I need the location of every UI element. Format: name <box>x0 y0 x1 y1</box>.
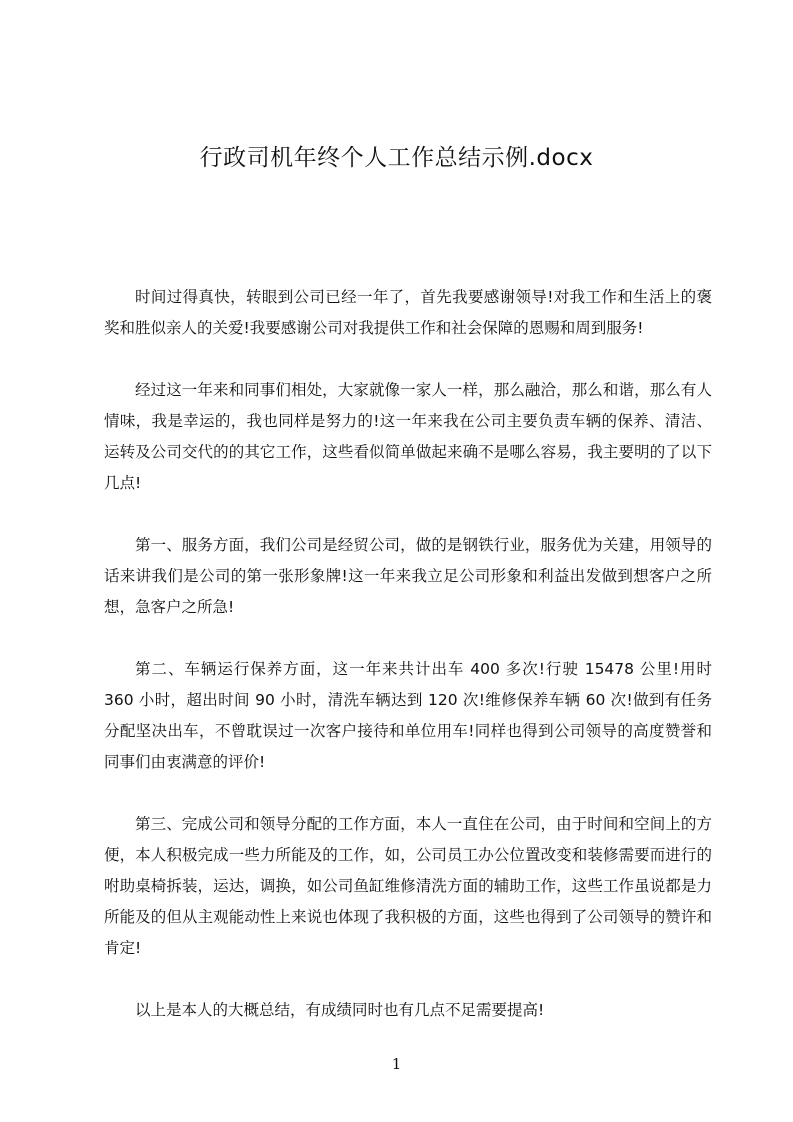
paragraph-conclusion: 以上是本人的大概总结，有成绩同时也有几点不足需要提高! <box>135 1001 545 1019</box>
paragraph-vehicle: 第二、车辆运行保养方面，这一年来共计出车 400 多次!行驶 15478 公里!用时 360 小时，超出时间 90 小时，清洗车辆达到 120 次!维修保养车辆 60 次!做到有任务分配坚决出车，不曾耽误过一次客户接待和单位用车!同样也得到公司领导的高度赞誉和同事们由衷满意的评价! <box>104 660 712 771</box>
paragraph-service: 第一、服务方面，我们公司是经贸公司，做的是钢铁行业，服务优为关建，用领导的话来讲我们是公司的第一张形象牌!这一年来我立足公司形象和利益出发做到想客户之所想，急客户之所急! <box>104 536 712 616</box>
paragraph-intro: 时间过得真快，转眼到公司已经一年了，首先我要感谢领导!对我工作和生活上的褒奖和胜似亲人的关爱!我要感谢公司对我提供工作和社会保障的恩赐和周到服务! <box>104 288 712 337</box>
document-title: 行政司机年终个人工作总结示例.docx <box>199 145 594 171</box>
paragraph-colleagues: 经过这一年来和同事们相处，大家就像一家人一样，那么融洽，那么和谐，那么有人情味，我是幸运的，我也同样是努力的!这一年来我在公司主要负责车辆的保养、清洁、运转及公司交代的的其它工作，这些看似简单做起来确不是哪么容易，我主要明的了以下几点! <box>104 381 712 492</box>
paragraph-tasks: 第三、完成公司和领导分配的工作方面，本人一直住在公司，由于时间和空间上的方便，本人积极完成一些力所能及的工作，如，公司员工办公位置改变和装修需要而进行的咐助桌椅拆装，运达，调换，如公司鱼缸维修清洗方面的辅助工作，这些工作虽说都是力所能及的但从主观能动性上来说也体现了我积极的方面，这些也得到了公司领导的赞许和肯定! <box>104 815 712 957</box>
document-body <box>104 282 712 1026</box>
page-number: 1 <box>391 1055 402 1073</box>
